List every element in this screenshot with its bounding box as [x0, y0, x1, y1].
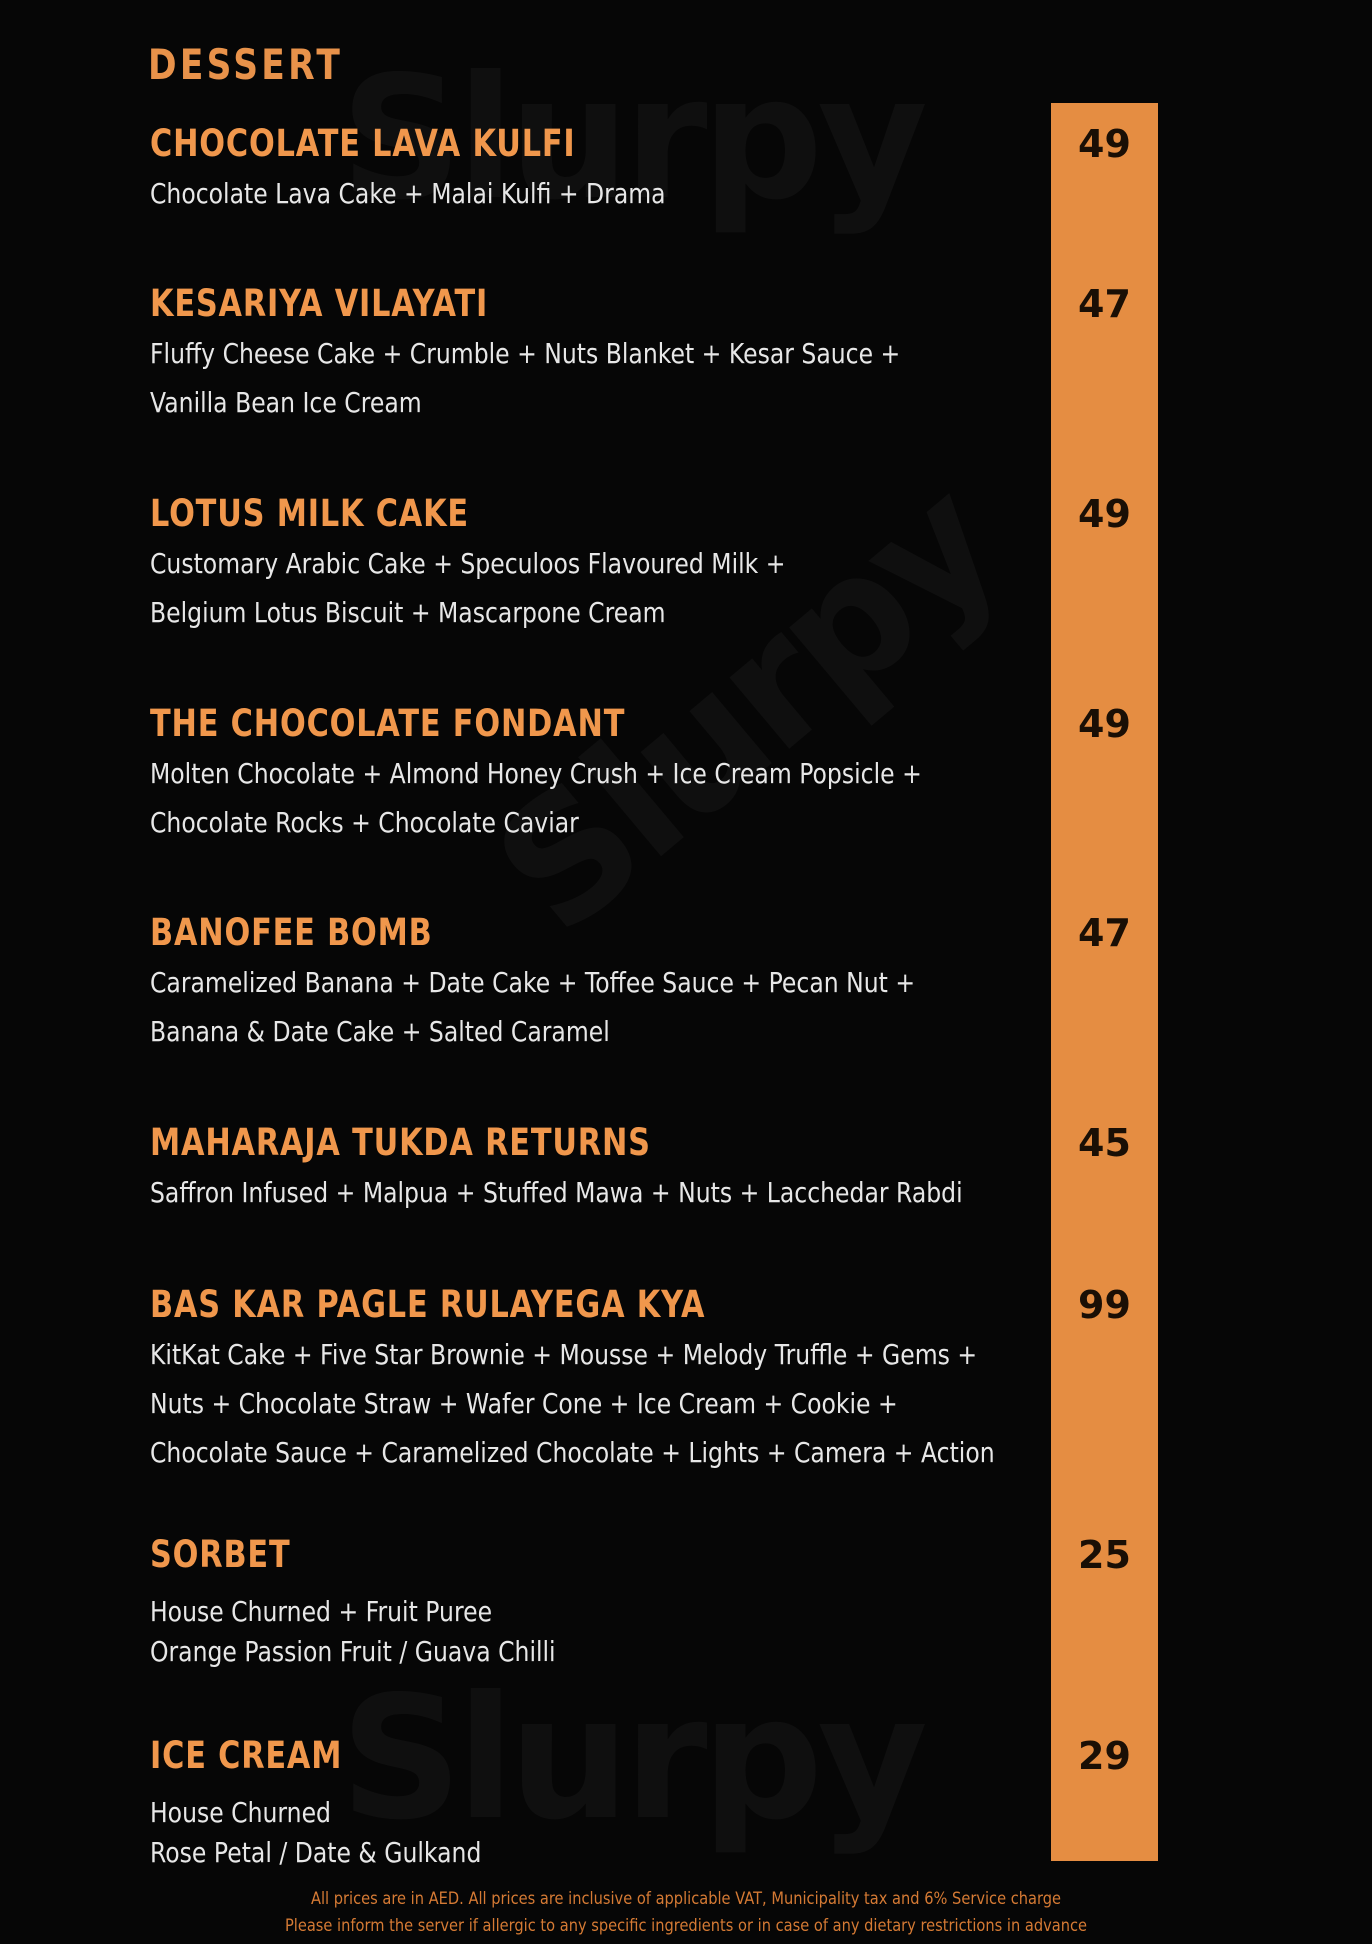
item-description	[150, 539, 906, 637]
item-description	[150, 1592, 906, 1672]
description-line: House Churned	[150, 1796, 331, 1829]
description-line: KitKat Cake + Five Star Brownie + Mousse + Melody Truffle + Gems +	[150, 1338, 978, 1371]
description-line: Banana & Date Cake + Salted Caramel	[150, 1015, 610, 1048]
description-line: Saffron Infused + Malpua + Stuffed Mawa + Nuts + Lacchedar Rabdi	[150, 1176, 963, 1209]
item-price: 49	[1078, 702, 1131, 746]
description-line: Rose Petal / Date & Gulkand	[150, 1836, 482, 1869]
item-name: BAS KAR PAGLE RULAYEGA KYA	[150, 1283, 706, 1326]
item-price: 45	[1078, 1121, 1131, 1165]
menu-item-sorbet	[150, 1532, 1050, 1672]
description-line: Vanilla Bean Ice Cream	[150, 386, 422, 419]
menu-item-banofee-bomb	[150, 910, 1050, 1056]
price-strip	[1051, 103, 1158, 1861]
description-line: Chocolate Lava Cake + Malai Kulfi + Drama	[150, 177, 666, 210]
description-line: Orange Passion Fruit / Guava Chilli	[150, 1635, 556, 1668]
item-description	[150, 1330, 995, 1477]
item-price: 25	[1078, 1533, 1131, 1577]
description-line: Customary Arabic Cake + Speculoos Flavoured Milk +	[150, 547, 786, 580]
item-name: SORBET	[150, 1533, 291, 1576]
item-description	[150, 1793, 906, 1873]
description-line: Belgium Lotus Biscuit + Mascarpone Cream	[150, 596, 666, 629]
description-line: Fluffy Cheese Cake + Crumble + Nuts Blanket + Kesar Sauce +	[150, 337, 901, 370]
item-description	[150, 749, 922, 847]
description-line: Chocolate Rocks + Chocolate Caviar	[150, 806, 579, 839]
item-name: ICE CREAM	[150, 1734, 343, 1777]
item-price: 99	[1078, 1283, 1131, 1327]
item-price: 29	[1078, 1734, 1131, 1778]
footer-disclaimer	[0, 1886, 1372, 1940]
item-price: 49	[1078, 122, 1131, 166]
menu-item-the-chocolate-fondant	[150, 701, 1050, 847]
menu-item-kesariya-vilayati	[150, 281, 1050, 427]
item-name: CHOCOLATE LAVA KULFI	[150, 122, 576, 165]
menu-item-bas-kar-pagle-rulayega-kya	[150, 1282, 1050, 1477]
item-price: 49	[1078, 492, 1131, 536]
item-name: KESARIYA VILAYATI	[150, 282, 489, 325]
description-line: House Churned + Fruit Puree	[150, 1595, 493, 1628]
item-description	[150, 329, 906, 427]
item-price: 47	[1078, 282, 1131, 326]
section-title: DESSERT	[148, 40, 344, 89]
menu-item-maharaja-tukda-returns	[150, 1120, 1050, 1217]
description-line: Molten Chocolate + Almond Honey Crush + Ice Cream Popsicle +	[150, 757, 922, 790]
item-description	[150, 1168, 963, 1217]
item-name: THE CHOCOLATE FONDANT	[150, 702, 626, 745]
item-description	[150, 169, 906, 218]
item-name: MAHARAJA TUKDA RETURNS	[150, 1121, 651, 1164]
description-line: Caramelized Banana + Date Cake + Toffee Sauce + Pecan Nut +	[150, 966, 916, 999]
footer-line-allergy: Please inform the server if allergic to any specific ingredients or in case of any dietary restrictions in advance	[284, 1916, 1088, 1936]
menu-item-chocolate-lava-kulfi	[150, 121, 1050, 218]
item-name: BANOFEE BOMB	[150, 911, 433, 954]
item-name: LOTUS MILK CAKE	[150, 492, 469, 535]
menu-item-ice-cream	[150, 1733, 1050, 1873]
description-line: Nuts + Chocolate Straw + Wafer Cone + Ice Cream + Cookie +	[150, 1387, 898, 1420]
item-description	[150, 958, 916, 1056]
description-line: Chocolate Sauce + Caramelized Chocolate + Lights + Camera + Action	[150, 1436, 995, 1469]
menu-item-lotus-milk-cake	[150, 491, 1050, 637]
footer-line-prices: All prices are in AED. All prices are inclusive of applicable VAT, Municipality tax and 6% Service charge	[310, 1889, 1062, 1909]
item-price: 47	[1078, 911, 1131, 955]
